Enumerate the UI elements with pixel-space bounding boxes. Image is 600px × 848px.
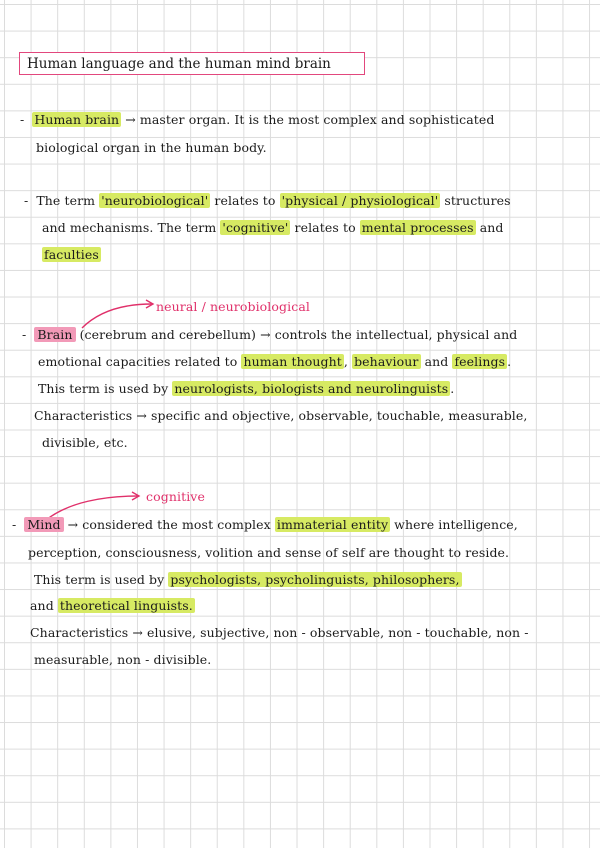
term-psychologists: psychologists, psycholinguists, philosophers, <box>170 572 460 587</box>
mind-annotation: cognitive <box>146 489 205 504</box>
term-brain: Brain <box>34 327 75 342</box>
term-feelings: feelings <box>454 354 506 369</box>
mind-line-4: and theoretical linguists. <box>30 598 193 613</box>
brain-line-1: - Brain (cerebrum and cerebellum) → controls the intellectual, physical and <box>22 327 518 342</box>
term-human-thought: human thought <box>243 354 342 369</box>
term-behaviour: behaviour <box>354 354 419 369</box>
brain-line-4: Characteristics → specific and objective, observable, touchable, measurable, <box>34 408 528 423</box>
terms-line-3 <box>42 247 101 262</box>
term-theoretical-linguists: theoretical linguists. <box>59 598 193 613</box>
term-cognitive: 'cognitive' <box>222 220 289 235</box>
term-immaterial-entity: immaterial entity <box>276 517 389 532</box>
term-human-brain: Human brain <box>34 112 120 127</box>
brain-annotation: neural / neurobiological <box>156 299 310 314</box>
mind-line-2: perception, consciousness, volition and sense of self are thought to reside. <box>28 545 510 560</box>
mind-line-3: This term is used by psychologists, psycholinguists, philosophers, <box>34 572 460 587</box>
brain-line-2: emotional capacities related to human thought , behaviour and feelings . <box>38 354 512 369</box>
human-brain-line-2: biological organ in the human body. <box>36 140 267 155</box>
mind-line-6: measurable, non - divisible. <box>34 652 212 667</box>
brain-annotation-arrow <box>80 298 160 330</box>
term-neurologists: neurologists, biologists and neurolinguists <box>174 381 449 396</box>
terms-line-2: and mechanisms. The term 'cognitive' relates to mental processes and <box>42 220 504 235</box>
mind-line-1: - Mind → considered the most complex immaterial entity where intelligence, <box>12 517 518 532</box>
terms-line-1: - The term 'neurobiological' relates to 'physical / physiological' structures <box>24 193 511 208</box>
brain-line-5: divisible, etc. <box>42 435 128 450</box>
page-title: Human language and the human mind brain <box>19 52 365 75</box>
term-neurobiological: 'neurobiological' <box>101 193 209 208</box>
term-mind: Mind <box>24 517 63 532</box>
brain-line-3: This term is used by neurologists, biologists and neurolinguists . <box>38 381 455 396</box>
human-brain-line-1: - Human brain → master organ. It is the most complex and sophisticated <box>20 112 495 127</box>
mind-line-5: Characteristics → elusive, subjective, non - observable, non - touchable, non - <box>30 625 529 640</box>
term-physical: 'physical / physiological' <box>281 193 439 208</box>
term-faculties: faculties <box>44 247 99 262</box>
term-mental-processes: mental processes <box>361 220 474 235</box>
